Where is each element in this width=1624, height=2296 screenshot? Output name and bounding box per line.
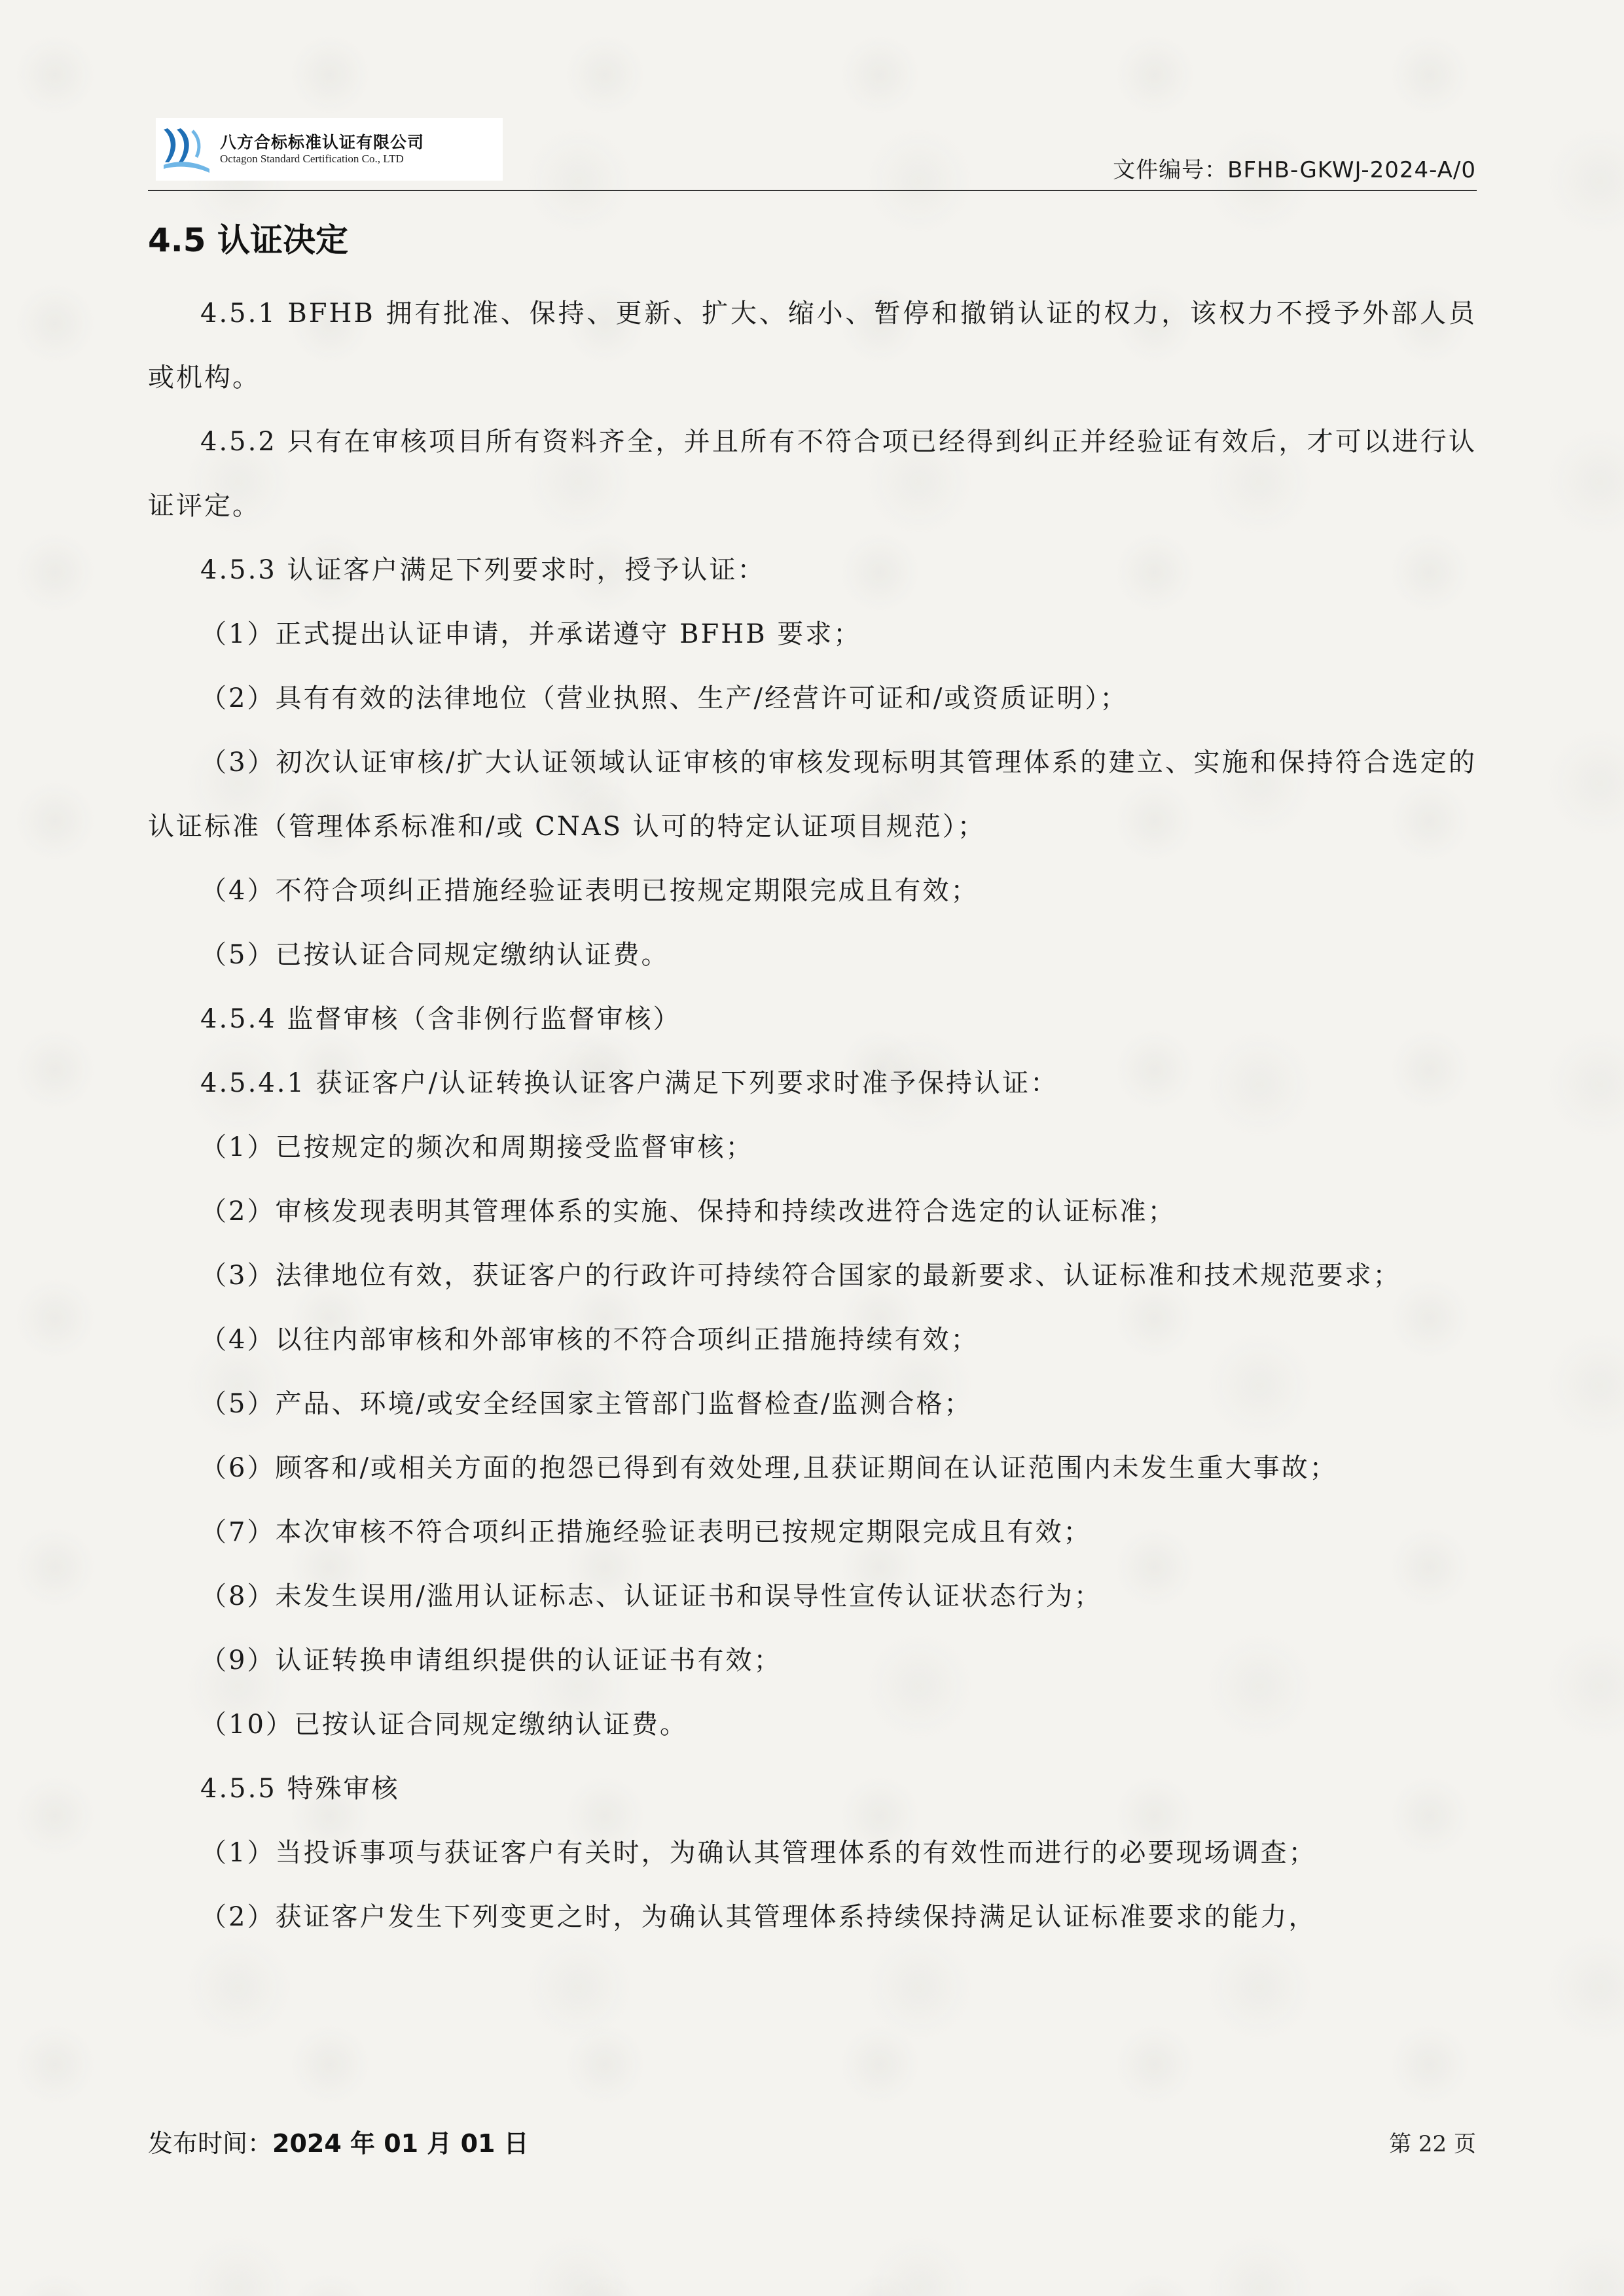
paragraph: （4）以往内部审核和外部审核的不符合项纠正措施持续有效； [200, 1325, 979, 1355]
paragraph: （1）已按规定的频次和周期接受监督审核； [200, 1132, 754, 1162]
paragraph: （1）当投诉事项与获证客户有关时，为确认其管理体系的有效性而进行的必要现场调查； [200, 1838, 1317, 1868]
document-number: 文件编号：BFHB-GKWJ-2024-A/0 [1113, 157, 1476, 183]
header-divider [148, 190, 1477, 191]
document-body [148, 281, 1477, 1949]
paragraph: （9）认证转换申请组织提供的认证证书有效； [200, 1645, 782, 1676]
paragraph: （2）审核发现表明其管理体系的实施、保持和持续改进符合选定的认证标准； [200, 1196, 1176, 1227]
paragraph: 4.5.4.1 获证客户/认证转换认证客户满足下列要求时准予保持认证： [200, 1068, 1059, 1098]
paragraph: （2）获证客户发生下列变更之时，为确认其管理体系持续保持满足认证标准要求的能力， [200, 1902, 1317, 1932]
paragraph: （6）顾客和/或相关方面的抱怨已得到有效处理,且获证期间在认证范围内未发生重大事故； [200, 1453, 1338, 1483]
paragraph: 4.5.4 监督审核（含非例行监督审核） [200, 1004, 681, 1034]
section-title: 4.5 认证决定 [148, 221, 348, 259]
paragraph: （2）具有有效的法律地位（营业执照、生产/经营许可证和/或资质证明）； [200, 683, 1128, 713]
paragraph: 4.5.1 BFHB 拥有批准、保持、更新、扩大、缩小、暂停和撤销认证的权力，该权力不授予外部人员或机构。 [148, 298, 1477, 393]
paragraph: 4.5.5 特殊审核 [200, 1774, 400, 1804]
company-name-en: Octagon Standard Certification Co., LTD [220, 152, 404, 165]
publish-date: 2024 年 01 月 01 日 [272, 2129, 529, 2158]
paragraph: （5）已按认证合同规定缴纳认证费。 [200, 940, 670, 970]
paragraph: （3）法律地位有效，获证客户的行政许可持续符合国家的最新要求、认证标准和技术规范要求； [200, 1261, 1401, 1291]
company-name-cn: 八方合标标准认证有限公司 [220, 132, 425, 152]
paragraph: （4）不符合项纠正措施经验证表明已按规定期限完成且有效； [200, 876, 979, 906]
company-logo [156, 118, 503, 181]
paragraph: 4.5.3 认证客户满足下列要求时，授予认证： [200, 555, 766, 585]
publish-info [148, 2123, 529, 2159]
page-number: 第 22 页 [1389, 2131, 1476, 2157]
publish-label: 发布时间： [148, 2129, 273, 2158]
paragraph: （10）已按认证合同规定缴纳认证费。 [200, 1710, 688, 1740]
company-logo-icon [158, 122, 213, 177]
paragraph: （8）未发生误用/滥用认证标志、认证证书和误导性宣传认证状态行为； [200, 1581, 1102, 1611]
paragraph: （7）本次审核不符合项纠正措施经验证表明已按规定期限完成且有效； [200, 1517, 1092, 1547]
paragraph: （1）正式提出认证申请，并承诺遵守 BFHB 要求； [200, 619, 862, 649]
paragraph: （5）产品、环境/或安全经国家主管部门监督检查/监测合格； [200, 1389, 973, 1419]
paragraph: （3）初次认证审核/扩大认证领域认证审核的审核发现标明其管理体系的建立、实施和保持符合选定的认证标准（管理体系标准和/或 CNAS 认可的特定认证项目规范）； [148, 747, 1477, 842]
paragraph: 4.5.2 只有在审核项目所有资料齐全，并且所有不符合项已经得到纠正并经验证有效后，才可以进行认证评定。 [148, 427, 1477, 521]
